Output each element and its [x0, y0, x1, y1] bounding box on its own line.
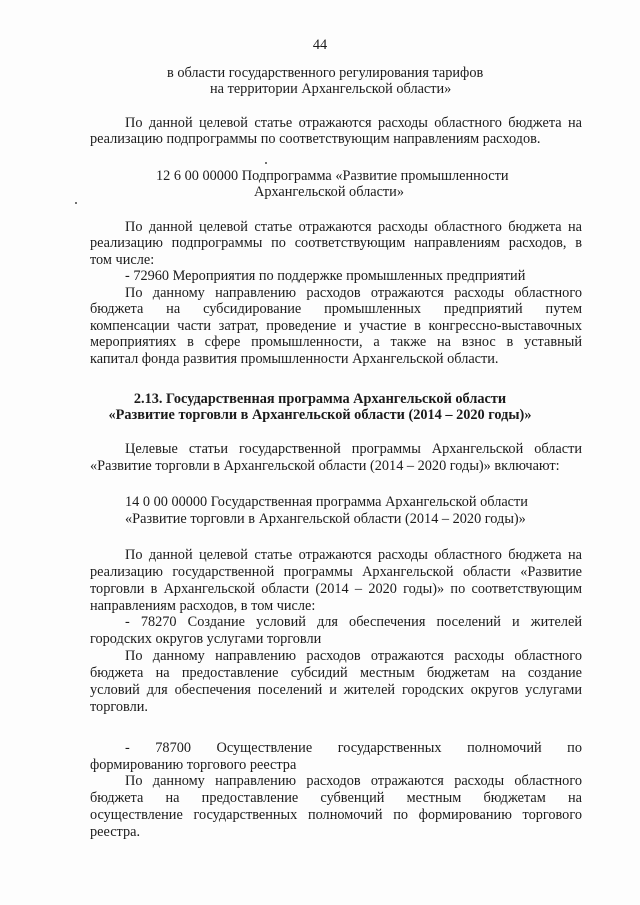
text-line: По данной целевой статье отражаются расходы областного бюджета на — [125, 219, 582, 235]
heading-line: в области государственного регулирования тарифов — [167, 65, 484, 81]
section-heading-line: «Развитие торговли в Архангельской области (2014 – 2020 годы)» — [108, 407, 532, 423]
text-line: бюджета на предоставление субсидий местным бюджетам на создание — [90, 665, 582, 681]
text-line: По данной целевой статье отражаются расходы областного бюджета на — [125, 115, 582, 131]
text-line: реестра. — [90, 824, 141, 840]
stray-dot — [75, 202, 77, 204]
text-line: По данному направлению расходов отражаются расходы областного — [125, 648, 582, 664]
subprogram-title-line: Архангельской области» — [254, 184, 404, 200]
subprogram-title-line: 12 6 00 00000 Подпрограмма «Развитие промышленности — [156, 168, 509, 184]
text-line: Целевые статьи государственной программы Архангельской области — [125, 441, 582, 457]
text-line: мероприятиях в сфере промышленности, а также на взнос в уставный — [90, 334, 582, 350]
program-title-line: 14 0 00 00000 Государственная программа Архангельской области — [125, 494, 528, 510]
text-line: По данному направлению расходов отражаются расходы областного — [125, 285, 582, 301]
text-line: том числе: — [90, 252, 155, 268]
expense-direction-line: - 78270 Создание условий для обеспечения поселений и жителей — [125, 614, 582, 630]
text-line: торговли в Архангельской области (2014 – 2020 годы)» по соответствующим — [90, 581, 582, 597]
text-line: направлениям расходов, в том числе: — [90, 598, 316, 614]
text-line: осуществление государственных полномочий по формированию торгового — [90, 807, 582, 823]
text-line: По данной целевой статье отражаются расходы областного бюджета на — [125, 547, 582, 563]
text-line: По данному направлению расходов отражаются расходы областного — [125, 773, 582, 789]
expense-direction-line: формированию торгового реестра — [90, 757, 297, 773]
text-line: бюджета на предоставление субвенций местным бюджетам на — [90, 790, 582, 806]
expense-direction-line: - 72960 Мероприятия по поддержке промышленных предприятий — [125, 268, 526, 284]
expense-direction-line: городских округов услугами торговли — [90, 631, 322, 647]
page-number: 44 — [312, 37, 328, 53]
text-line: торговли. — [90, 699, 148, 715]
text-line: условий для обеспечения поселений и жителей городских округов услугами — [90, 682, 582, 698]
expense-direction-line: - 78700 Осуществление государственных полномочий по — [125, 740, 582, 756]
text-line: реализацию подпрограммы по соответствующим направлениям расходов, в — [90, 235, 582, 251]
heading-line: на территории Архангельской области» — [210, 81, 452, 97]
stray-dot — [265, 162, 267, 164]
program-title-line: «Развитие торговли в Архангельской области (2014 – 2020 годы)» — [125, 511, 526, 527]
section-heading-line: 2.13. Государственная программа Архангельской области — [133, 391, 507, 407]
text-line: компенсации части затрат, проведение и участие в конгрессно-выставочных — [90, 318, 582, 334]
text-line: бюджета на субсидирование промышленных предприятий путем — [90, 301, 582, 317]
text-line: «Развитие торговли в Архангельской области (2014 – 2020 годы)» включают: — [90, 458, 560, 474]
text-line: реализацию государственной программы Архангельской области «Развитие — [90, 564, 582, 580]
text-line: капитал фонда развития промышленности Архангельской области. — [90, 351, 499, 367]
text-line: реализацию подпрограммы по соответствующим направлениям расходов. — [90, 131, 541, 147]
